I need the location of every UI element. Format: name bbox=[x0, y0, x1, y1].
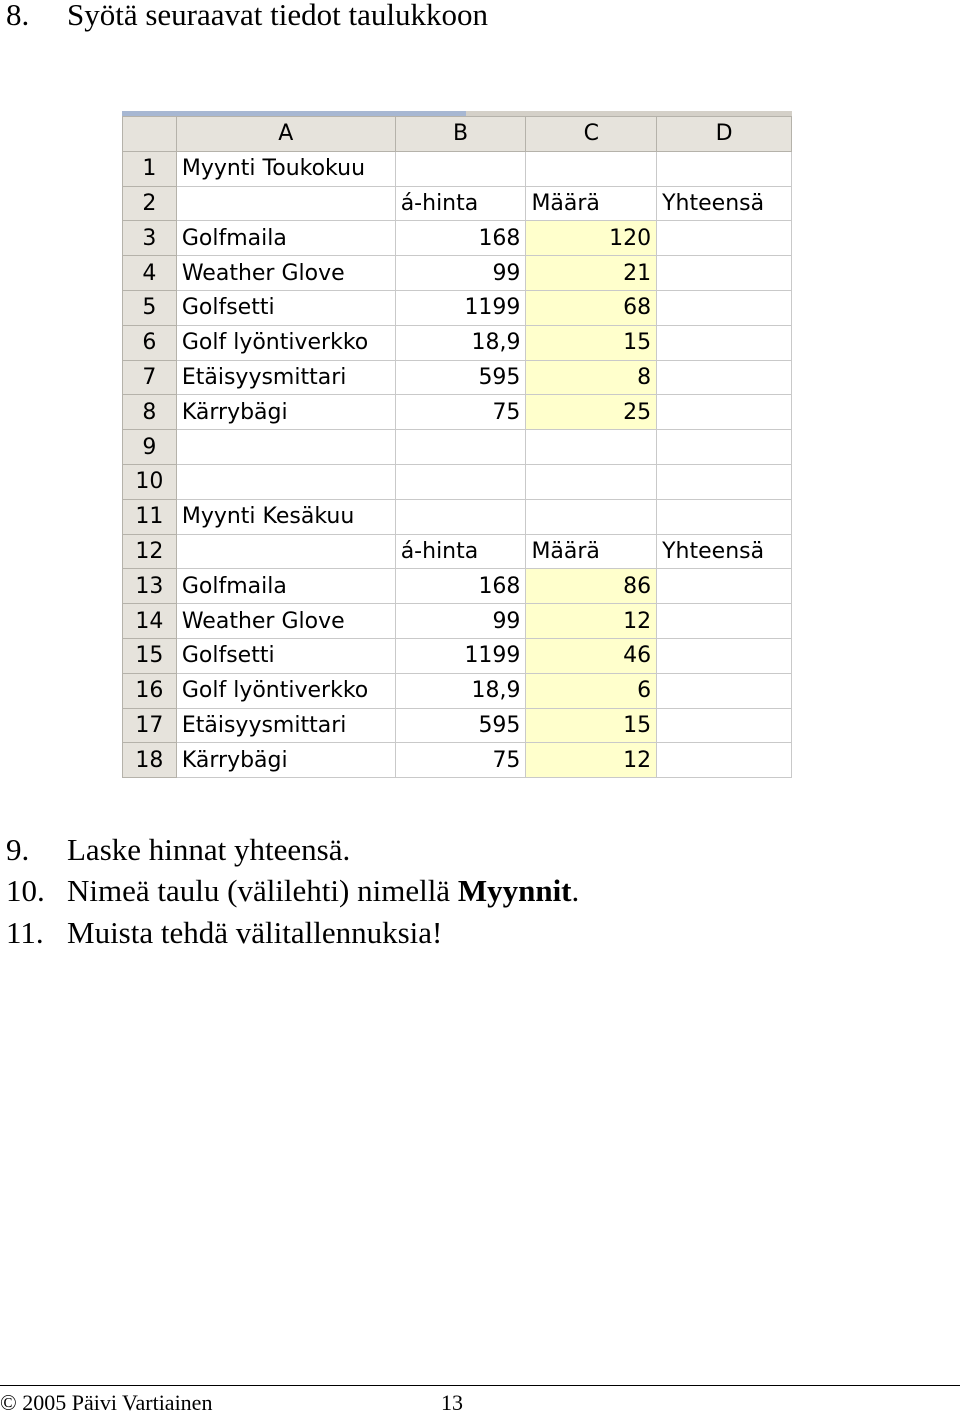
row-header[interactable]: 8 bbox=[123, 395, 177, 430]
table-row bbox=[123, 186, 792, 221]
table-row bbox=[123, 430, 792, 465]
cell-a[interactable]: Golf lyöntiverkko bbox=[176, 673, 395, 708]
cell-a[interactable]: Weather Glove bbox=[176, 604, 395, 639]
cell-d[interactable] bbox=[657, 395, 792, 430]
cell-b[interactable]: 18,9 bbox=[395, 673, 526, 708]
cell-b[interactable]: 595 bbox=[395, 360, 526, 395]
spreadsheet-screenshot bbox=[122, 111, 792, 781]
table-row bbox=[123, 638, 792, 673]
task-9 bbox=[6, 832, 350, 868]
cell-b[interactable]: 595 bbox=[395, 708, 526, 743]
row-header[interactable]: 6 bbox=[123, 325, 177, 360]
cell-a[interactable]: Myynti Toukokuu bbox=[176, 151, 395, 186]
copyright: © 2005 Päivi Vartiainen bbox=[0, 1390, 213, 1415]
column-header: A bbox=[176, 117, 395, 152]
cell-b[interactable]: 75 bbox=[395, 395, 526, 430]
cell-d[interactable] bbox=[657, 360, 792, 395]
cell-a[interactable]: Golfmaila bbox=[176, 221, 395, 256]
task-text: Laske hinnat yhteensä. bbox=[67, 832, 351, 867]
cell-c[interactable] bbox=[526, 499, 657, 534]
row-header[interactable]: 17 bbox=[123, 708, 177, 743]
cell-c[interactable]: 46 bbox=[526, 638, 657, 673]
cell-a[interactable] bbox=[176, 534, 395, 569]
row-header[interactable]: 16 bbox=[123, 673, 177, 708]
cell-d[interactable] bbox=[657, 221, 792, 256]
task-text-end: . bbox=[571, 873, 580, 908]
page-number: 13 bbox=[441, 1390, 463, 1415]
footer-divider bbox=[0, 1385, 960, 1386]
cell-b[interactable]: 99 bbox=[395, 256, 526, 291]
page-footer bbox=[0, 1390, 463, 1416]
cell-c[interactable]: 8 bbox=[526, 360, 657, 395]
cell-d[interactable] bbox=[657, 151, 792, 186]
row-header[interactable]: 5 bbox=[123, 290, 177, 325]
table-row bbox=[123, 708, 792, 743]
task-11 bbox=[6, 915, 442, 951]
table-row bbox=[123, 360, 792, 395]
row-header[interactable]: 4 bbox=[123, 256, 177, 291]
cell-b[interactable]: 75 bbox=[395, 743, 526, 778]
table-row bbox=[123, 569, 792, 604]
cell-d[interactable] bbox=[657, 499, 792, 534]
column-header: B bbox=[395, 117, 526, 152]
cell-a[interactable]: Kärrybägi bbox=[176, 743, 395, 778]
cell-d[interactable] bbox=[657, 708, 792, 743]
cell-c[interactable]: 68 bbox=[526, 290, 657, 325]
sheet-name: Myynnit bbox=[457, 873, 572, 908]
row-header[interactable]: 10 bbox=[123, 464, 177, 499]
cell-d[interactable] bbox=[657, 673, 792, 708]
corner-cell bbox=[123, 117, 177, 152]
row-header[interactable]: 7 bbox=[123, 360, 177, 395]
cell-a[interactable] bbox=[176, 186, 395, 221]
cell-d[interactable] bbox=[657, 638, 792, 673]
cell-d[interactable] bbox=[657, 743, 792, 778]
cell-d[interactable]: Yhteensä bbox=[657, 534, 792, 569]
column-header-row bbox=[123, 117, 792, 152]
row-header[interactable]: 13 bbox=[123, 569, 177, 604]
row-header[interactable]: 2 bbox=[123, 186, 177, 221]
row-header[interactable]: 14 bbox=[123, 604, 177, 639]
cell-c[interactable]: 25 bbox=[526, 395, 657, 430]
cell-c[interactable]: 6 bbox=[526, 673, 657, 708]
table-row bbox=[123, 604, 792, 639]
row-header[interactable]: 18 bbox=[123, 743, 177, 778]
cell-b[interactable]: 1199 bbox=[395, 290, 526, 325]
row-header[interactable]: 11 bbox=[123, 499, 177, 534]
cell-d[interactable] bbox=[657, 569, 792, 604]
cell-a[interactable]: Golf lyöntiverkko bbox=[176, 325, 395, 360]
task-text: Nimeä taulu (välilehti) nimellä bbox=[67, 873, 458, 908]
cell-a[interactable]: Weather Glove bbox=[176, 256, 395, 291]
cell-d[interactable]: Yhteensä bbox=[657, 186, 792, 221]
column-header: C bbox=[526, 117, 657, 152]
cell-c[interactable]: Määrä bbox=[526, 534, 657, 569]
cell-d[interactable] bbox=[657, 256, 792, 291]
cell-b[interactable]: á-hinta bbox=[395, 534, 526, 569]
cell-c[interactable]: Määrä bbox=[526, 186, 657, 221]
task-text: Muista tehdä välitallennuksia! bbox=[67, 915, 443, 950]
table-row bbox=[123, 151, 792, 186]
cell-b[interactable]: 168 bbox=[395, 221, 526, 256]
cell-c[interactable]: 120 bbox=[526, 221, 657, 256]
cell-a[interactable] bbox=[176, 430, 395, 465]
cell-d[interactable] bbox=[657, 604, 792, 639]
cell-c[interactable] bbox=[526, 430, 657, 465]
cell-d[interactable] bbox=[657, 290, 792, 325]
table-row bbox=[123, 395, 792, 430]
cell-a[interactable]: Myynti Kesäkuu bbox=[176, 499, 395, 534]
cell-b[interactable] bbox=[395, 464, 526, 499]
cell-d[interactable] bbox=[657, 464, 792, 499]
task-number: 10. bbox=[6, 873, 45, 908]
task-text: Syötä seuraavat tiedot taulukkoon bbox=[67, 0, 488, 32]
cell-a[interactable]: Kärrybägi bbox=[176, 395, 395, 430]
task-8 bbox=[6, 0, 488, 33]
table-row bbox=[123, 534, 792, 569]
table-row bbox=[123, 290, 792, 325]
row-header[interactable]: 3 bbox=[123, 221, 177, 256]
cell-a[interactable]: Golfmaila bbox=[176, 569, 395, 604]
cell-b[interactable] bbox=[395, 151, 526, 186]
cell-c[interactable]: 15 bbox=[526, 325, 657, 360]
cell-b[interactable] bbox=[395, 499, 526, 534]
cell-c[interactable]: 12 bbox=[526, 604, 657, 639]
cell-c[interactable]: 21 bbox=[526, 256, 657, 291]
row-header[interactable]: 15 bbox=[123, 638, 177, 673]
table-row bbox=[123, 499, 792, 534]
cell-d[interactable] bbox=[657, 430, 792, 465]
cell-b[interactable]: á-hinta bbox=[395, 186, 526, 221]
table-row bbox=[123, 221, 792, 256]
cell-a[interactable]: Etäisyysmittari bbox=[176, 708, 395, 743]
column-header: D bbox=[657, 117, 792, 152]
table-row bbox=[123, 325, 792, 360]
spreadsheet-grid bbox=[122, 116, 792, 778]
task-number: 9. bbox=[6, 832, 30, 867]
table-row bbox=[123, 743, 792, 778]
table-row bbox=[123, 464, 792, 499]
table-row bbox=[123, 256, 792, 291]
row-header[interactable]: 1 bbox=[123, 151, 177, 186]
cell-a[interactable]: Golfsetti bbox=[176, 638, 395, 673]
cell-b[interactable]: 168 bbox=[395, 569, 526, 604]
cell-a[interactable] bbox=[176, 464, 395, 499]
cell-c[interactable]: 15 bbox=[526, 708, 657, 743]
row-header[interactable]: 9 bbox=[123, 430, 177, 465]
cell-d[interactable] bbox=[657, 325, 792, 360]
cell-b[interactable]: 1199 bbox=[395, 638, 526, 673]
cell-a[interactable]: Golfsetti bbox=[176, 290, 395, 325]
cell-a[interactable]: Etäisyysmittari bbox=[176, 360, 395, 395]
cell-c[interactable] bbox=[526, 151, 657, 186]
row-header[interactable]: 12 bbox=[123, 534, 177, 569]
cell-b[interactable]: 99 bbox=[395, 604, 526, 639]
task-number: 8. bbox=[6, 0, 30, 32]
task-10 bbox=[6, 873, 579, 909]
cell-c[interactable]: 86 bbox=[526, 569, 657, 604]
table-row bbox=[123, 673, 792, 708]
cell-c[interactable] bbox=[526, 464, 657, 499]
cell-c[interactable]: 12 bbox=[526, 743, 657, 778]
task-number: 11. bbox=[6, 915, 44, 950]
cell-b[interactable] bbox=[395, 430, 526, 465]
cell-b[interactable]: 18,9 bbox=[395, 325, 526, 360]
